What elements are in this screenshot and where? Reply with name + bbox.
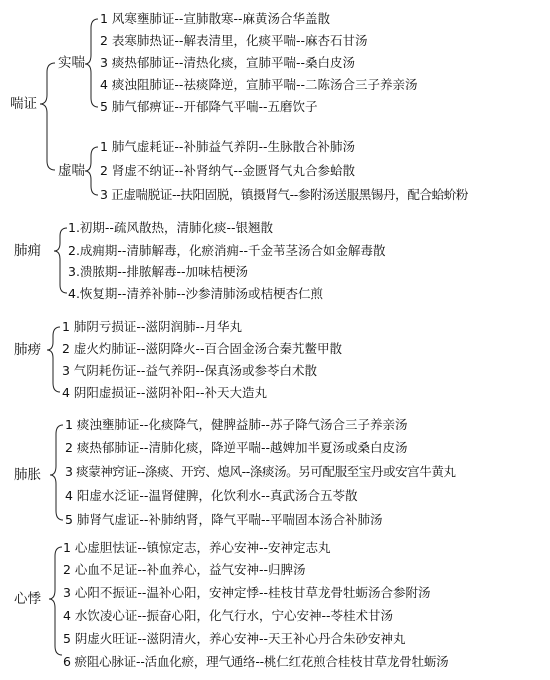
group-title-shichuan: 实喘 (58, 55, 85, 71)
list-item: 2 虚火灼肺证--滋阴降火--百合固金汤合秦艽鳖甲散 (62, 341, 342, 356)
section-title-feiyong: 肺痈 (14, 243, 41, 259)
list-item: 1 肺气虚耗证--补肺益气养阴--生脉散合补肺汤 (100, 139, 355, 154)
section-title-chuanzheng: 喘证 (10, 96, 37, 112)
list-item: 4 阳虚水泛证--温肾健脾，化饮利水--真武汤合五苓散 (65, 488, 358, 503)
list-item: 3 气阴耗伤证--益气养阴--保真汤或参苓白术散 (62, 363, 317, 378)
list-item: 3 心阳不振证--温补心阳，安神定悸--桂枝甘草龙骨牡蛎汤合参附汤 (63, 585, 431, 600)
list-item: 3.溃脓期--排脓解毒--加味桔梗汤 (68, 264, 248, 279)
list-item: 1 痰浊壅肺证--化痰降气，健脾益肺--苏子降气汤合三子养亲汤 (65, 417, 408, 432)
list-item: 4 阴阳虚损证--滋阴补阳--补天大造丸 (62, 385, 267, 400)
list-item: 2.成痈期--清肺解毒，化瘀消痈--千金苇茎汤合如金解毒散 (68, 243, 386, 258)
section-title-xinji: 心悸 (14, 591, 41, 607)
list-item: 2 心血不足证--补血养心，益气安神--归脾汤 (63, 562, 306, 577)
list-item: 5 肺肾气虚证--补肺纳肾，降气平喘--平喘固本汤合补肺汤 (65, 512, 383, 527)
list-item: 1 肺阴亏损证--滋阴润肺--月华丸 (62, 319, 242, 334)
list-item: 1.初期--疏风散热，清肺化痰--银翘散 (68, 220, 273, 235)
list-item: 2 痰热郁肺证--清肺化痰，降逆平喘--越婢加半夏汤或桑白皮汤 (65, 440, 408, 455)
list-item: 1 心虚胆怯证--镇惊定志，养心安神--安神定志丸 (63, 540, 331, 555)
list-item: 4 痰浊阻肺证--祛痰降逆，宣肺平喘--二陈汤合三子养亲汤 (100, 77, 418, 92)
list-item: 4 水饮凌心证--振奋心阳，化气行水，宁心安神--苓桂术甘汤 (63, 608, 393, 623)
list-item: 3 痰热郁肺证--清热化痰，宣肺平喘--桑白皮汤 (100, 55, 355, 70)
list-item: 3 正虚喘脱证--扶阳固脱，镇摄肾气--参附汤送服黑锡丹，配合蛤蚧粉 (100, 187, 469, 202)
list-item: 4.恢复期--清养补肺--沙参清肺汤或桔梗杏仁煎 (68, 286, 323, 301)
list-item: 2 肾虚不纳证--补肾纳气--金匮肾气丸合参蛤散 (100, 163, 355, 178)
list-item: 2 表寒肺热证--解表清里，化痰平喘--麻杏石甘汤 (100, 33, 368, 48)
section-title-feilao: 肺痨 (14, 342, 41, 358)
group-title-xuchuan: 虚喘 (58, 163, 85, 179)
list-item: 1 风寒壅肺证--宣肺散寒--麻黄汤合华盖散 (100, 11, 330, 26)
list-item: 3 痰蒙神窍证--涤痰、开窍、熄风--涤痰汤。另可配服至宝丹或安宫牛黄丸 (65, 464, 456, 479)
list-item: 6 瘀阻心脉证--活血化瘀，理气通络--桃仁红花煎合桂枝甘草龙骨牡蛎汤 (63, 654, 449, 669)
section-title-feizhang: 肺胀 (14, 467, 41, 483)
list-item: 5 肺气郁痹证--开郁降气平喘--五磨饮子 (100, 99, 318, 114)
list-item: 5 阴虚火旺证--滋阴清火，养心安神--天王补心丹合朱砂安神丸 (63, 631, 406, 646)
